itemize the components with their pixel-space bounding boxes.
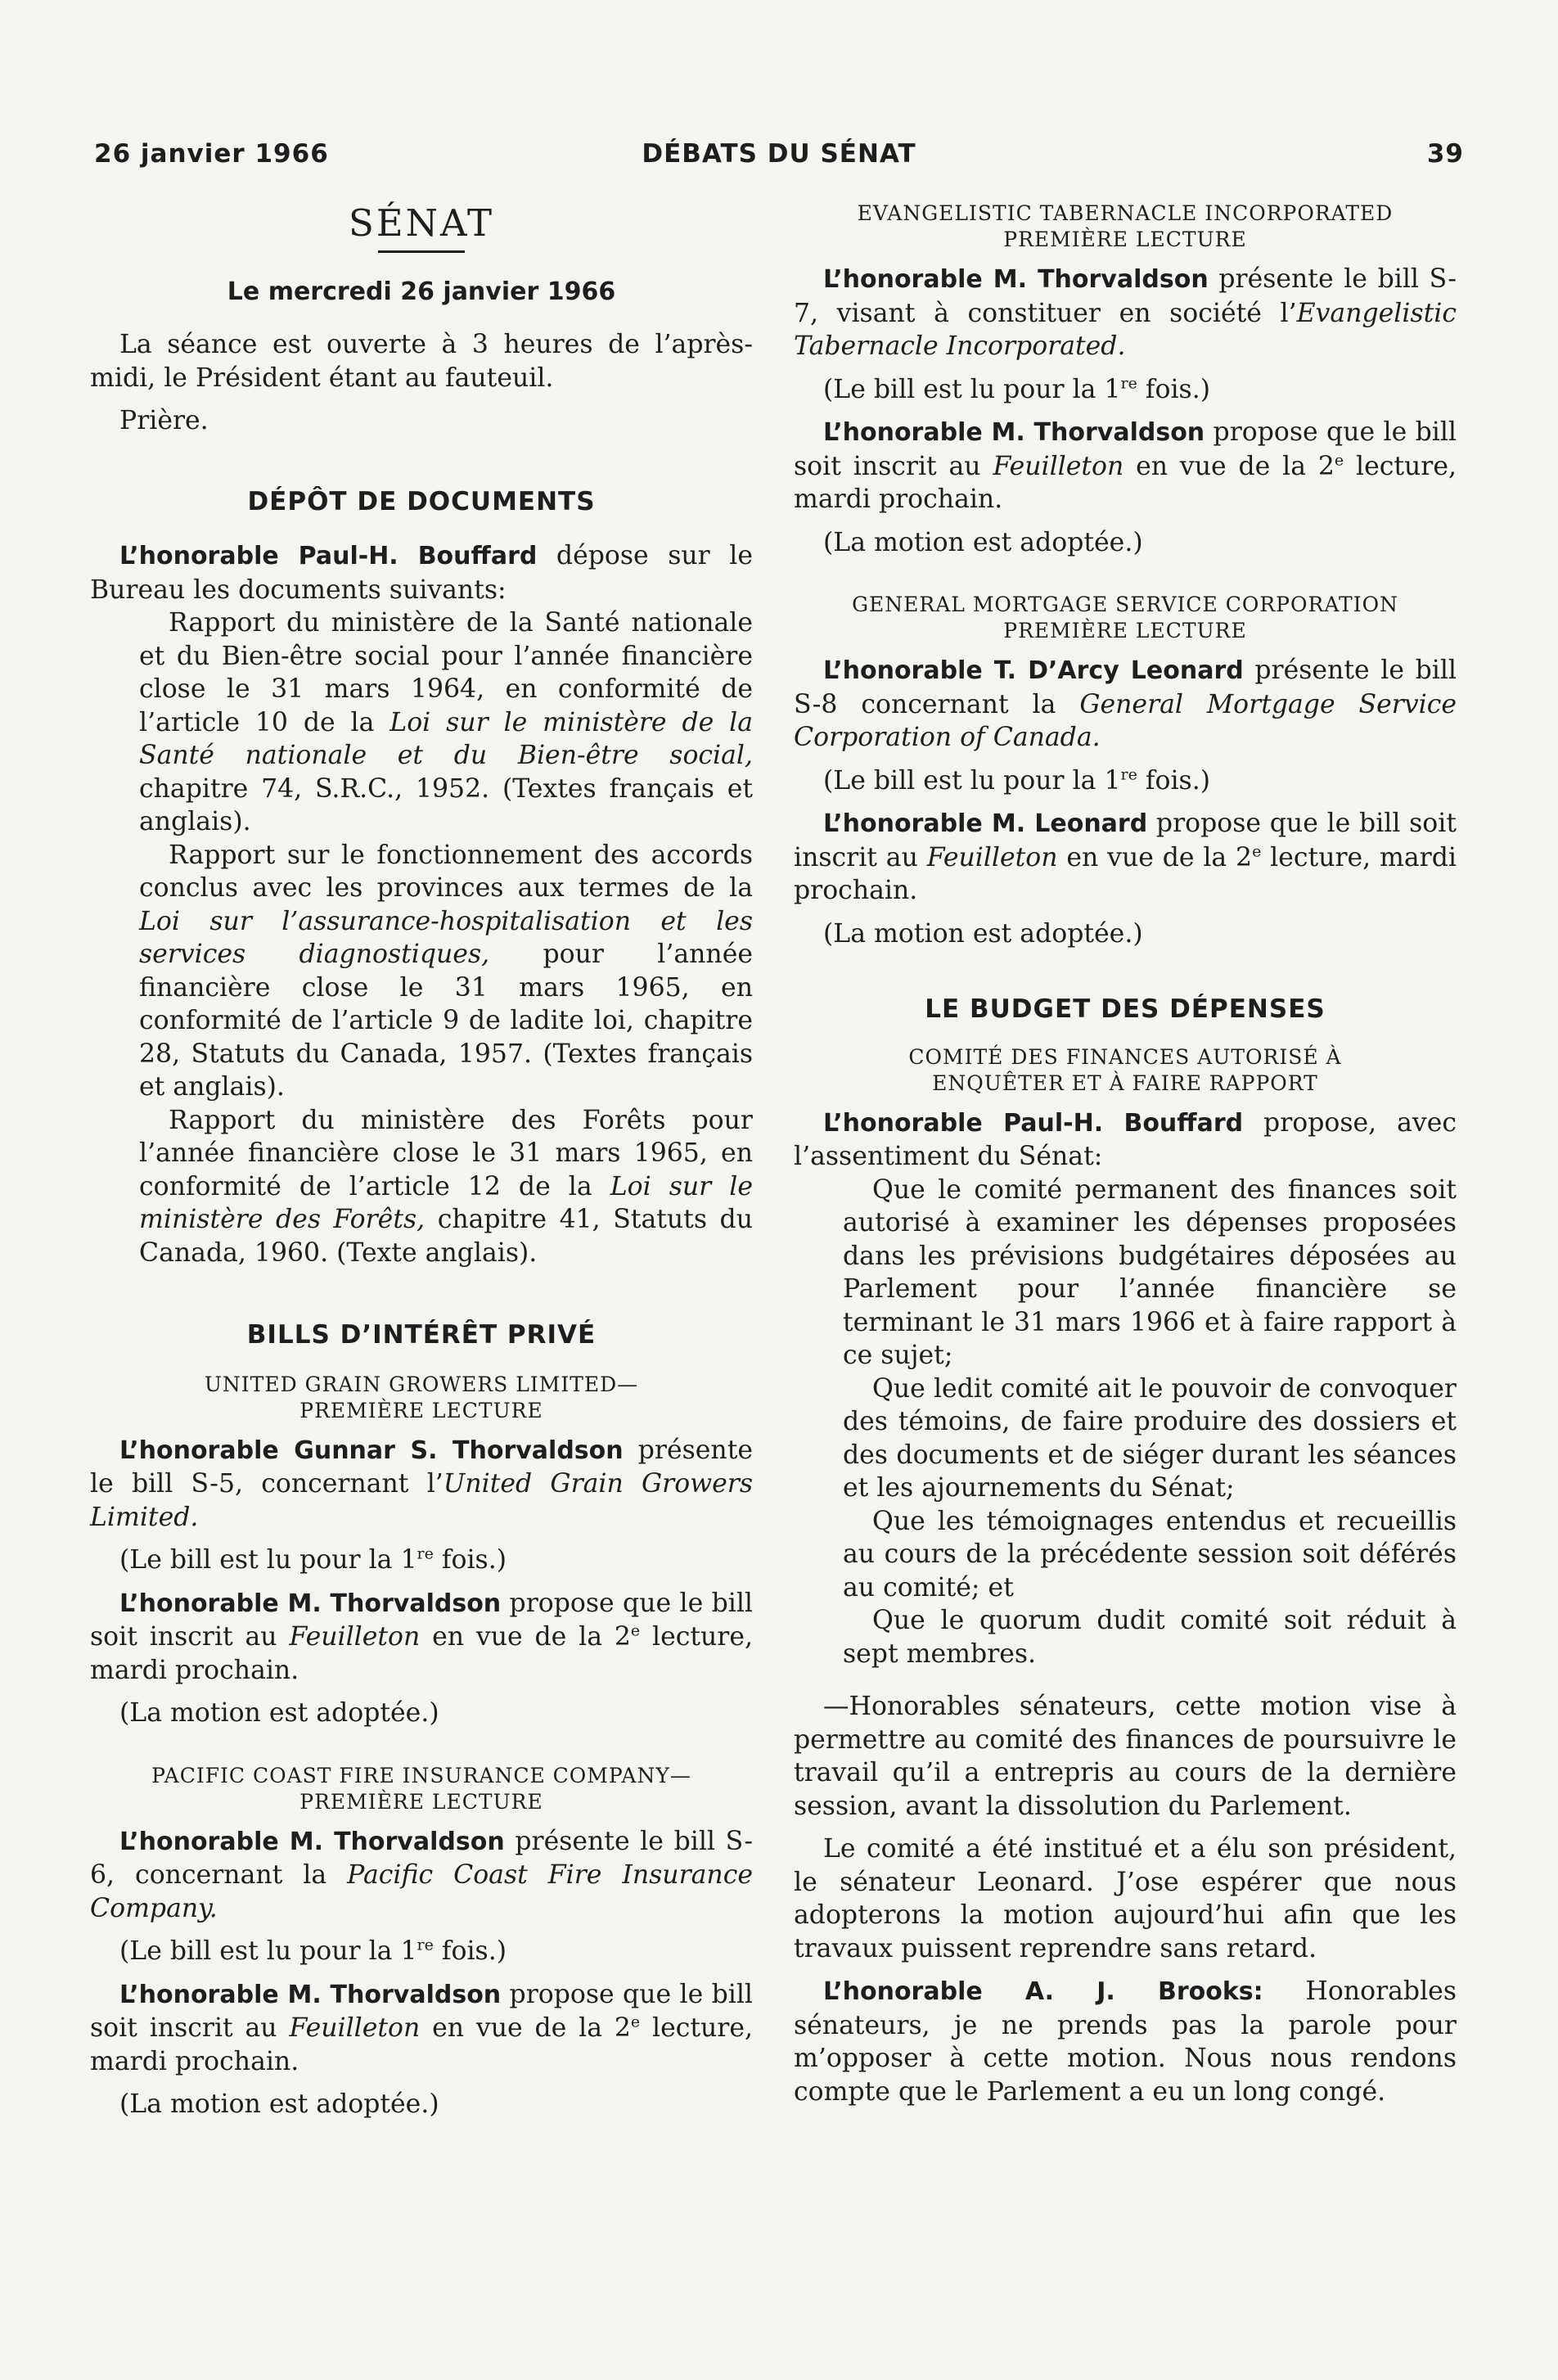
- bill-subhead-reading: PREMIÈRE LECTURE: [1003, 228, 1247, 251]
- motion-adopted: (La motion est adoptée.): [119, 1698, 439, 1728]
- budget-subhead-2: ENQUÊTER ET À FAIRE RAPPORT: [932, 1071, 1318, 1095]
- title-rule: [378, 250, 465, 253]
- right-column: [794, 201, 1457, 2108]
- document-2: Rapport sur le fonctionnement des accords conclus avec les provinces aux termes de la Loi sur l’assurance-hospitalisation et les services diagnostiques, pour l’année financière close le 31 mars 1965, en conformité de l’article 9 de ladite loi, chapitre 28, Statuts du Canada, 1957. (Textes français et anglais).: [139, 840, 753, 1102]
- bill-subhead-reading: PREMIÈRE LECTURE: [299, 1789, 543, 1814]
- bill-subhead: GENERAL MORTGAGE SERVICE CORPORATION: [852, 593, 1398, 616]
- motion-clause-2: Que ledit comité ait le pouvoir de convoquer des témoins, de faire produire des dossiers et des documents et de siéger durant les séances et les ajournements du Sénat;: [843, 1373, 1457, 1503]
- page-header: [94, 139, 1464, 180]
- motion-paragraph: L’honorable M. Thorvaldson propose que le bill soit inscrit au Feuilleton en vue de la 2e lecture, mardi prochain.: [90, 1588, 754, 1685]
- bill-etb: [794, 201, 1457, 559]
- bill-presentation: L’honorable Gunnar S. Thorvaldson présente le bill S-5, concernant l’United Grain Growers Limited.: [90, 1435, 754, 1532]
- motion-adopted: (La motion est adoptée.): [823, 918, 1143, 949]
- bill-ugg: [90, 1372, 753, 1730]
- bill-presentation: L’honorable M. Thorvaldson présente le bill S-6, concernant la Pacific Coast Fire Insurance Company.: [90, 1826, 753, 1923]
- bill-presentation: L’honorable T. D’Arcy Leonard présente le bill S-8 concernant la General Mortgage Service Corporation of Canada.: [794, 656, 1457, 752]
- brooks-paragraph: L’honorable A. J. Brooks: Honorables sénateurs, je ne prends pas la parole pour m’opposer à cette motion. Nous nous rendons compte que le Parlement a eu un long congé.: [794, 1977, 1457, 2107]
- motion-paragraph: L’honorable M. Thorvaldson propose que le bill soit inscrit au Feuilleton en vue de la 2e lecture, mardi prochain.: [90, 1979, 754, 2076]
- first-reading: (Le bill est lu pour la 1re fois.): [823, 765, 1211, 796]
- priere: Prière.: [119, 406, 209, 435]
- section-heading-budget: LE BUDGET DES DÉPENSES: [925, 994, 1326, 1024]
- opening-paragraph: La séance est ouverte à 3 heures de l’après-midi, le Président étant au fauteuil.: [90, 330, 753, 393]
- page-number: 39: [1426, 139, 1464, 169]
- senat-title: SÉNAT: [348, 201, 495, 245]
- header-title: DÉBATS DU SÉNAT: [642, 139, 916, 169]
- motion-paragraph: L’honorable M. Thorvaldson propose que le bill soit inscrit au Feuilleton en vue de la 2e lecture, mardi prochain.: [794, 417, 1457, 514]
- bill-subhead: EVANGELISTIC TABERNACLE INCORPORATED: [857, 201, 1394, 225]
- speaker-name: L’honorable Paul-H. Bouffard: [119, 542, 538, 570]
- budget-section: [794, 1044, 1457, 2109]
- motion-paragraph: L’honorable M. Leonard propose que le bill soit inscrit au Feuilleton en vue de la 2e lecture, mardi prochain.: [794, 809, 1457, 905]
- bill-subhead: PACIFIC COAST FIRE INSURANCE COMPANY—: [151, 1763, 691, 1787]
- budget-motion: L’honorable Paul-H. Bouffard propose, avec l’assentiment du Sénat:: [794, 1107, 1457, 1171]
- document-3: Rapport du ministère des Forêts pour l’année financière close le 31 mars 1965, en conformité de l’article 12 de la Loi sur le ministère des Forêts, chapitre 41, Statuts du Canada, 1960. (Texte anglais).: [139, 1105, 753, 1268]
- motion-adopted: (La motion est adoptée.): [823, 527, 1143, 557]
- section-heading-bills: BILLS D’INTÉRÊT PRIVÉ: [246, 1320, 597, 1350]
- first-reading: (Le bill est lu pour la 1re fois.): [823, 374, 1211, 404]
- bill-presentation: L’honorable M. Thorvaldson présente le bill S-7, visant à constituer en société l’Evangelistic Tabernacle Incorporated.: [794, 264, 1457, 361]
- document-1: Rapport du ministère de la Santé nationale et du Bien-être social pour l’année financière close le 31 mars 1964, en conformité de l’article 10 de la Loi sur le ministère de la Santé nationale et du Bien-être social, chapitre 74, S.R.C., 1952. (Textes français et anglais).: [139, 608, 753, 836]
- left-column: [90, 201, 753, 2121]
- depot-paragraph: L’honorable Paul-H. Bouffard dépose sur le Bureau les documents suivants:: [90, 541, 753, 605]
- section-heading-depot: DÉPÔT DE DOCUMENTS: [247, 486, 596, 516]
- motion-clause-4: Que le quorum dudit comité soit réduit à sept membres.: [843, 1606, 1457, 1669]
- first-reading: (Le bill est lu pour la 1re fois.): [119, 1936, 507, 1966]
- motion-adopted: (La motion est adoptée.): [119, 2089, 439, 2119]
- sitting-date: Le mercredi 26 janvier 1966: [227, 277, 616, 306]
- motion-clause-3: Que les témoignages entendus et recueillis au cours de la précédente session soit déférés au comité; et: [843, 1506, 1457, 1602]
- bill-subhead: UNITED GRAIN GROWERS LIMITED—: [204, 1372, 639, 1396]
- bill-pcf: [90, 1763, 753, 2121]
- motion-clause-1: Que le comité permanent des finances soit autorisé à examiner les dépenses proposées dans les prévisions budgétaires déposées au Parlement pour l’année financière se terminant le 31 mars 1966 et à faire rapport à ce sujet;: [843, 1174, 1457, 1370]
- bill-gms: [794, 592, 1457, 950]
- header-date: 26 janvier 1966: [94, 139, 329, 169]
- speech-paragraph-1: —Honorables sénateurs, cette motion vise à permettre au comité des finances de poursuivre le travail qu’il a entrepris au cours de la dernière session, avant la dissolution du Parlement.: [794, 1692, 1457, 1821]
- speech-paragraph-2: Le comité a été institué et a élu son président, le sénateur Leonard. J’ose espérer que nous adopterons la motion aujourd’hui afin que les travaux puissent reprendre sans retard.: [794, 1834, 1457, 1963]
- budget-subhead: COMITÉ DES FINANCES AUTORISÉ À: [908, 1044, 1342, 1069]
- bill-subhead-reading: PREMIÈRE LECTURE: [299, 1398, 543, 1422]
- first-reading: (Le bill est lu pour la 1re fois.): [119, 1544, 507, 1575]
- bill-subhead-reading: PREMIÈRE LECTURE: [1003, 619, 1247, 642]
